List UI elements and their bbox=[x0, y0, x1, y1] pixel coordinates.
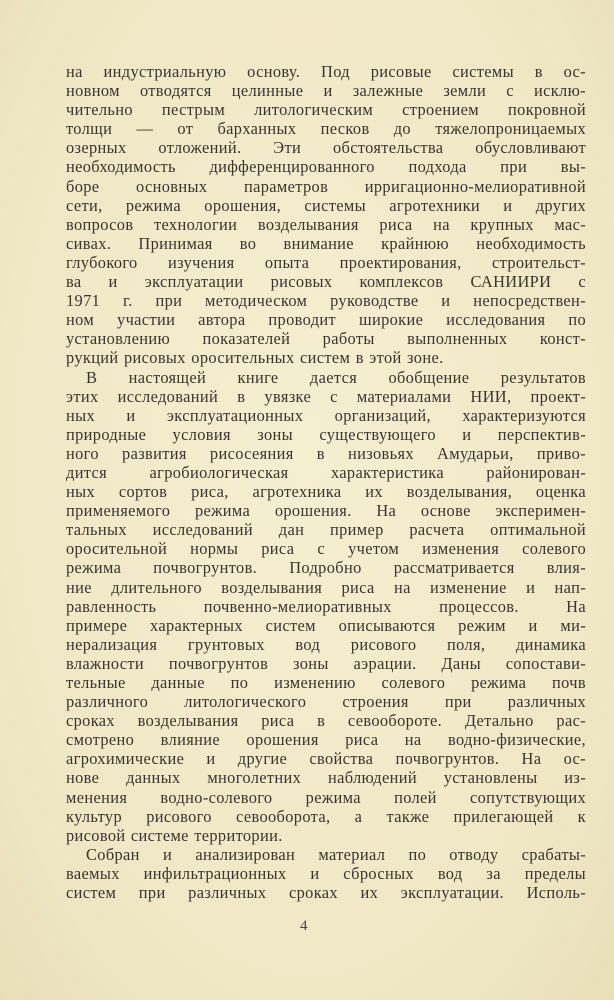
text-line: режима почвогрунтов. Подробно рассматривается влия- bbox=[66, 558, 586, 578]
page-number: 4 bbox=[300, 918, 308, 934]
text-line: ного развития рисосеяния в низовьях Амударьи, приво- bbox=[66, 443, 586, 463]
text-line: сивах. Принимая во внимание крайнюю необходимость bbox=[66, 233, 586, 253]
text-line: сроках возделывания риса в севообороте. Детально рас- bbox=[66, 711, 586, 731]
text-line: В настоящей книге дается обобщение результатов bbox=[86, 367, 586, 387]
text-line: систем при различных сроках их эксплуатации. Исполь- bbox=[66, 883, 586, 903]
text-line: толщи — от барханных песков до тяжелопроницаемых bbox=[66, 119, 586, 139]
text-line: применяемого режима орошения. На основе эксперимен- bbox=[66, 501, 586, 521]
text-line: боре основных параметров ирригационно-мелиоративной bbox=[66, 176, 586, 196]
text-line: рисовой системе территории. bbox=[66, 825, 283, 845]
text-line: вопросов технологии возделывания риса на крупных мас- bbox=[66, 214, 586, 234]
text-line: ном участии автора проводит широкие исследования по bbox=[66, 310, 586, 330]
paragraph bbox=[66, 62, 586, 368]
text-line: ваемых инфильтрационных и сбросных вод за пределы bbox=[66, 863, 586, 883]
text-line: тальных исследований дан пример расчета оптимальной bbox=[66, 520, 586, 540]
text-line: чительно пестрым литологическим строением покровной bbox=[66, 100, 586, 120]
text-line: рукций рисовых оросительных систем в этой зоне. bbox=[66, 348, 444, 368]
text-line: агрохимические и другие свойства почвогрунтов. На ос- bbox=[66, 749, 586, 769]
text-line: озерных отложений. Эти обстоятельства обусловливают bbox=[66, 138, 586, 158]
text-line: необходимость дифференцированного подхода при вы- bbox=[66, 157, 586, 177]
body-text bbox=[66, 62, 586, 902]
text-line: равленность почвенно-мелиоративных процессов. На bbox=[66, 596, 586, 616]
text-line: новном отводятся целинные и залежные земли с исклю- bbox=[66, 81, 586, 101]
text-line: менения водно-солевого режима полей сопутствующих bbox=[66, 787, 586, 807]
text-line: влажности почвогрунтов зоны аэрации. Даны сопостави- bbox=[66, 653, 586, 673]
text-line: сети, режима орошения, системы агротехники и других bbox=[66, 195, 586, 215]
text-line: тельные данные по изменению солевого режима почв bbox=[66, 673, 586, 692]
text-line: глубокого изучения опыта проектирования, строительст- bbox=[66, 252, 586, 272]
text-line: культур рисового севооборота, а также прилегающей к bbox=[66, 806, 586, 826]
text-line: оросительной нормы риса с учетом изменения солевого bbox=[66, 539, 586, 559]
text-line: ных и эксплуатационных организаций, характеризуются bbox=[66, 405, 586, 425]
text-line: установлению показателей работы выполненных конст- bbox=[66, 329, 586, 349]
text-line: ных сортов риса, агротехника их возделывания, оценка bbox=[66, 482, 586, 502]
text-line: природные условия зоны существующего и перспектив- bbox=[66, 424, 586, 444]
text-line: Собран и анализирован материал по отводу срабаты- bbox=[86, 844, 586, 864]
text-line: ние длительного возделывания риса на изменение и нап- bbox=[66, 577, 586, 597]
text-line: нерализация грунтовых вод рисового поля, динамика bbox=[66, 634, 586, 654]
text-line: различного литологического строения при различных bbox=[66, 692, 586, 712]
text-line: дится агробиологическая характеристика районирован- bbox=[66, 462, 586, 482]
text-line: примере характерных систем описываются режим и ми- bbox=[66, 615, 586, 635]
text-line: этих исследований в увязке с материалами НИИ, проект- bbox=[66, 386, 586, 406]
text-line: ва и эксплуатации рисовых комплексов САНИИРИ с bbox=[66, 272, 586, 292]
paragraph bbox=[66, 845, 586, 902]
text-line: смотрено влияние орошения риса на водно-физические, bbox=[66, 730, 586, 750]
text-line: на индустриальную основу. Под рисовые системы в ос- bbox=[66, 62, 586, 81]
text-line: 1971 г. при методическом руководстве и непосредствен- bbox=[66, 291, 586, 311]
text-line: нове данных многолетних наблюдений установлены из- bbox=[66, 768, 586, 788]
paragraph bbox=[66, 368, 586, 845]
